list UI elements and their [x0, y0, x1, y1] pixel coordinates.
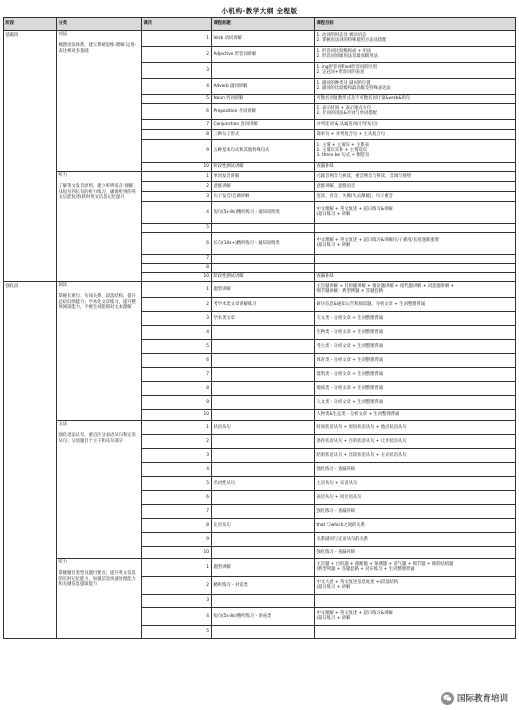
lesson-number: 9 [142, 139, 212, 162]
stage-cell: 强化段 [4, 281, 57, 638]
lesson-goal [315, 263, 516, 272]
lesson-title: Conjunction 连词讲解 [212, 119, 315, 129]
lesson-title: 题型讲解 [212, 558, 315, 576]
lesson-goal [315, 181, 516, 191]
lesson-goal [315, 139, 516, 162]
category-name: 文法 [58, 422, 68, 428]
goal-line: 生物类 - 分析文章 + 生词整理背诵 [316, 329, 383, 335]
goal-line: 中文理解 + 英文复述 + 超日练习&讲解 [316, 207, 393, 213]
lesson-number: 7 [142, 119, 212, 129]
lesson-number: 1 [142, 558, 212, 576]
lesson-number: 3 [142, 594, 212, 607]
lesson-title [212, 462, 315, 476]
wechat-icon [441, 692, 454, 705]
goal-line: 简单句 + 并列复合句 + 主从复合句 [316, 131, 386, 137]
lesson-goal [315, 191, 516, 201]
goal-line: 结果状语从句 + 比较状语从句 + 方式状语从句 [316, 452, 407, 458]
header-lesson-goal: 课程目标 [315, 18, 516, 31]
lesson-number: 5 [142, 94, 212, 103]
lesson-title: Adjective 形容词讲解 [212, 46, 315, 62]
goal-line: 并列连词 & 从属连词(引导从句) [316, 121, 378, 127]
lesson-title: 短句(5s-8s)精听练习 - 通知说明类 [212, 201, 315, 223]
goal-line: 元辅音例音与拼读，重音例音与拼读，音调与情绪 [316, 173, 412, 179]
lesson-title [212, 395, 315, 409]
lesson-goal [315, 272, 516, 281]
goal-line: 关系副词与定语从句的关系 [316, 536, 369, 542]
lesson-title: 考学术类文章讲解练习 [212, 297, 315, 311]
header-lesson-number: 课次 [142, 18, 212, 31]
category-name: 阅读 [58, 283, 68, 289]
lesson-number: 4 [142, 462, 212, 476]
lesson-number: 4 [142, 325, 212, 339]
lesson-number: 4 [142, 201, 212, 223]
lesson-number: 8 [142, 129, 212, 139]
lesson-number: 5 [142, 339, 212, 353]
goal-line: 2. 副词的比较级和最高级及特殊表达法 [316, 86, 391, 92]
goal-line: 强化练习 - 查漏补缺 [316, 508, 356, 514]
goal-line: (典型列题 + 答题套路 + 对应练习 + 生词整理背诵 [316, 567, 415, 573]
goal-line: 中文理解 + 英文复述 + 超日练习&讲解(句子难度/长度逐渐递增 [316, 238, 439, 244]
lesson-number: 7 [142, 367, 212, 381]
lesson-goal [315, 223, 516, 232]
category-cell [57, 420, 142, 558]
goal-line: (超日练习 + 讲解 [316, 585, 351, 591]
goal-line: 中文大意 + 英文复述信息复述 +(段落结构 [316, 580, 399, 586]
goal-line: 2. 形容词原级用法及最高级用法 [316, 54, 378, 60]
lesson-title [212, 490, 315, 504]
syllabus-table [3, 17, 516, 639]
lesson-title: 句子发音/音调讲解 [212, 191, 315, 201]
goal-line: 1. 形容词比较级构成 + 用法 [316, 49, 372, 55]
lesson-title: 阶段性测试讲解 [212, 272, 315, 281]
goal-line: 1. 动词的时态及 被动语态 [316, 33, 367, 39]
category-description: 强化语法认句，重点区分表语从句和定语从句；分清题目于主干和从句部分 [58, 433, 136, 444]
watermark-text: 国际教育培训 [456, 694, 508, 704]
lesson-title [212, 409, 315, 420]
lesson-goal [315, 558, 516, 576]
lesson-goal [315, 232, 516, 254]
goal-line: 建筑类 - 分析文章 + 生词整理背诵 [316, 371, 383, 377]
goal-line: 2. 定冠词+形容词的表意 [316, 70, 365, 76]
goal-line: 主旨题 + 目的题 + 推断题 + 预测题 + 语气题 + 细节题 + 修辞结构题 [316, 562, 454, 568]
goal-line: 人物类&生态类 - 分析文章 + 生词整理背诵 [316, 412, 400, 418]
lesson-goal [315, 462, 516, 476]
lesson-number: 6 [142, 232, 212, 254]
category-name: 听力 [58, 560, 68, 566]
lesson-goal [315, 62, 516, 78]
lesson-title [212, 62, 315, 78]
category-cell [57, 558, 142, 638]
category-cell [57, 171, 142, 281]
lesson-title [212, 625, 315, 638]
lesson-title: 五种基本句式和其他特殊句式 [212, 139, 315, 162]
lesson-number: 1 [142, 171, 212, 181]
lesson-title: 状语从句 [212, 420, 315, 434]
goal-line: 条件状语从句 + 目的状语从句 + 让步状语从句 [316, 438, 407, 444]
goal-line: 意群讲解，意群语音 [316, 183, 356, 189]
lesson-number: 9 [142, 395, 212, 409]
lesson-number: 9 [142, 532, 212, 546]
goal-line: 研讨信息&通知公告和阅读题，分析文章 + 生词整理背诵 [316, 301, 426, 307]
lesson-title [212, 339, 315, 353]
lesson-number: 3 [142, 191, 212, 201]
goal-line: 2. 主谓宾宾补 + 主谓双宾 [316, 148, 367, 154]
lesson-goal [315, 546, 516, 558]
table-body [4, 30, 516, 638]
lesson-number: 10 [142, 272, 212, 281]
lesson-title [212, 353, 315, 367]
lesson-number: 1 [142, 420, 212, 434]
goal-line: (超日练习 + 讲解 [316, 243, 351, 249]
lesson-goal [315, 281, 516, 297]
lesson-goal [315, 395, 516, 409]
goal-line: 细节题讲解：典型例题 + 答题套路 [316, 289, 383, 295]
lesson-goal [315, 129, 516, 139]
lesson-number: 5 [142, 476, 212, 490]
lesson-goal [315, 476, 516, 490]
lesson-goal [315, 367, 516, 381]
lesson-title: 意群讲解 [212, 181, 315, 191]
goal-line: (超日练习 + 讲解 [316, 212, 351, 218]
lesson-goal [315, 162, 516, 171]
table-row [4, 420, 516, 434]
lesson-number: 8 [142, 381, 212, 395]
lesson-goal [315, 78, 516, 94]
goal-line: 查漏补缺 [316, 164, 334, 170]
table-row [4, 171, 516, 181]
goal-line: 中文理解 + 英文复述 + 超日练习&讲解 [316, 611, 393, 617]
goal-line: 1. 主谓 + 主谓宾 + 主系表 [316, 142, 370, 148]
lesson-goal [315, 297, 516, 311]
table-header-row [4, 18, 516, 31]
goal-line: 考古类 - 分析文章 + 生词整理背诵 [316, 343, 383, 349]
lesson-title: 名词性从句 [212, 476, 315, 490]
lesson-title [212, 223, 315, 232]
lesson-title: 学术类文章 [212, 311, 315, 325]
lesson-goal [315, 339, 516, 353]
lesson-goal [315, 171, 516, 181]
lesson-title [212, 546, 315, 558]
goal-line: 人文类 - 分析文章 + 生词整理背诵 [316, 399, 383, 405]
lesson-title: 定语从句 [212, 518, 315, 532]
lesson-goal [315, 576, 516, 594]
goal-line: 表语从句 + 同位语从句 [316, 494, 362, 500]
header-stage: 阶段 [4, 18, 57, 31]
goal-line: that 与which之间的关系 [316, 522, 365, 528]
watermark [438, 690, 511, 706]
lesson-goal [315, 254, 516, 263]
lesson-title: 阶段性测试讲解 [212, 162, 315, 171]
goal-line: 强化练习 - 查漏补缺 [316, 466, 356, 472]
lesson-number: 4 [142, 78, 212, 94]
lesson-goal [315, 490, 516, 504]
goal-line: 主旨题讲解 + 目的题讲解 + 推论题讲解 + 指代题讲解 + 词意题讲解 + [316, 284, 455, 290]
category-description: 掌握长难句、句间关系、段落结构，提升总结归纳能力；学术化文章练习，提升整体阅读能力，不被生词阻碍对文本理解 [58, 294, 136, 311]
lesson-goal [315, 201, 516, 223]
lesson-title [212, 254, 315, 263]
lesson-title [212, 448, 315, 462]
table-row [4, 558, 516, 576]
lesson-goal [315, 532, 516, 546]
stage-cell: 基础段 [4, 30, 57, 281]
header-category: 分类 [57, 18, 142, 31]
goal-line: 时间状语从句 + 原因状语从句 + 地点状语从句 [316, 424, 407, 430]
document-title: 小机构-教学大纲 全程版 [221, 7, 298, 15]
goal-line: 连读、吞音、失爆(失去爆破)、句子重音 [316, 193, 393, 199]
goal-line: 查漏补缺 [316, 274, 334, 280]
goal-line: 1. 表示时间 + 表示地点方位 [316, 106, 372, 112]
lesson-title: 短句(5s-8s)精听练习 - 讲座类 [212, 607, 315, 625]
lesson-title: 题型讲解 [212, 281, 315, 297]
lesson-number: 2 [142, 576, 212, 594]
lesson-number: 7 [142, 254, 212, 263]
goal-line: 强化练习 - 查漏补缺 [316, 549, 356, 555]
lesson-number: 5 [142, 223, 212, 232]
category-name: 词法 [58, 32, 68, 38]
lesson-number: 1 [142, 281, 212, 297]
goal-line: 可数名词复数形式及不可数名词计量&verb&的句 [316, 96, 411, 102]
goal-line: 地质类 - 分析文章 + 生词整理背诵 [316, 385, 383, 391]
goal-line: 1. 副词的种类及 副词的位置 [316, 81, 371, 87]
lesson-number: 8 [142, 518, 212, 532]
lesson-goal [315, 311, 516, 325]
lesson-title: Preposition 介词讲解 [212, 103, 315, 119]
header-lesson-title: 课程标题 [212, 18, 315, 31]
lesson-goal [315, 325, 516, 339]
lesson-title: 长句(10s+)精听练习 - 通知说明类 [212, 232, 315, 254]
lesson-title [212, 381, 315, 395]
lesson-goal [315, 434, 516, 448]
category-cell [57, 30, 142, 171]
lesson-number: 7 [142, 504, 212, 518]
table-row [4, 30, 516, 46]
lesson-goal [315, 448, 516, 462]
lesson-title: 单词发音讲解 [212, 171, 315, 181]
category-cell [57, 281, 142, 420]
category-description: 梳理语法体系，建立系统思维-理解-运用-表达相对多基础 [58, 43, 137, 54]
lesson-goal [315, 594, 516, 607]
lesson-number: 5 [142, 625, 212, 638]
lesson-title [212, 325, 315, 339]
lesson-number: 10 [142, 409, 212, 420]
lesson-goal [315, 94, 516, 103]
lesson-goal [315, 625, 516, 638]
lesson-title [212, 434, 315, 448]
lesson-number: 8 [142, 263, 212, 272]
lesson-goal [315, 103, 516, 119]
lesson-goal [315, 353, 516, 367]
lesson-number: 10 [142, 546, 212, 558]
goal-line: 天文类 - 分析文章 + 生词整理背诵 [316, 315, 383, 321]
lesson-number: 10 [142, 162, 212, 171]
category-description: 掌握题目类型及题目要点；提升英文信息的长时记忆能力，加强信息快速处理能力和关键信息提取能力 [58, 571, 136, 588]
table-row [4, 281, 516, 297]
lesson-title [212, 263, 315, 272]
lesson-number: 2 [142, 46, 212, 62]
lesson-title [212, 532, 315, 546]
lesson-title: 精听练习 - 对话类 [212, 576, 315, 594]
lesson-number: 6 [142, 490, 212, 504]
goal-line: 2. 掌握语法词的特殊使用方法及搭配 [316, 38, 387, 44]
category-name: 听力 [58, 173, 68, 179]
lesson-number: 2 [142, 434, 212, 448]
lesson-goal [315, 46, 516, 62]
lesson-goal [315, 409, 516, 420]
lesson-title [212, 594, 315, 607]
lesson-goal [315, 518, 516, 532]
goal-line: 1. ing形容词和ed形容词的区别 [316, 65, 377, 71]
goal-line: (超日练习 + 讲解 [316, 616, 351, 622]
lesson-goal [315, 30, 516, 46]
lesson-title [212, 504, 315, 518]
lesson-title: Noun 名词讲解 [212, 94, 315, 103]
lesson-number: 6 [142, 103, 212, 119]
lesson-goal [315, 381, 516, 395]
lesson-goal [315, 420, 516, 434]
goal-line: 体育类 - 分析文章 + 生词整理背诵 [316, 357, 383, 363]
lesson-title [212, 367, 315, 381]
category-description: 了解英文发音原则，建立听辨发音-理解；从短句到长句的听力练习，确保听到的英文后能复述(狭时英文信息记忆提升 [58, 184, 138, 201]
lesson-goal [315, 119, 516, 129]
lesson-goal [315, 607, 516, 625]
lesson-title: Adverb 副词讲解 [212, 78, 315, 94]
lesson-number: 3 [142, 62, 212, 78]
lesson-number: 2 [142, 181, 212, 191]
lesson-title: 三种句子形式 [212, 129, 315, 139]
lesson-title: Verb 动词讲解 [212, 30, 315, 46]
lesson-number: 6 [142, 353, 212, 367]
lesson-number: 1 [142, 30, 212, 46]
lesson-number: 2 [142, 297, 212, 311]
goal-line: 3. there be 句式 + 倒装句 [316, 153, 370, 159]
goal-line: 2. 介词的用法&介词与单词搭配 [316, 111, 377, 117]
goal-line: 主语从句 + 宾语从句 [316, 480, 358, 486]
lesson-number: 3 [142, 311, 212, 325]
lesson-goal [315, 504, 516, 518]
lesson-number: 4 [142, 607, 212, 625]
lesson-number: 3 [142, 448, 212, 462]
